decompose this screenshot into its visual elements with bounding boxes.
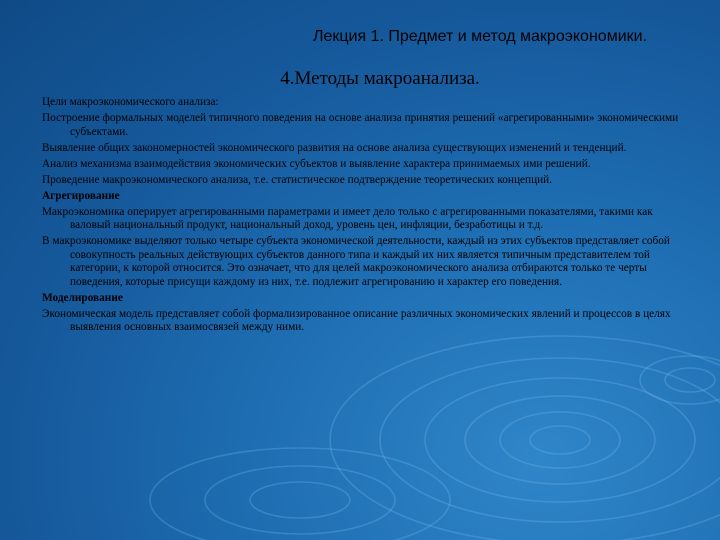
paragraph-goal-analysis: Проведение макроэкономического анализа, т.е. статистическое подтверждение теоретических концепций. [42,173,553,186]
paragraph-modeling: Экономическая модель представляет собой формализированное описание различных экономических явлений и процессов в целях выявления основных взаимосвязей между ними. [42,307,671,334]
lecture-title: Лекция 1. Предмет и метод макроэкономики. [312,28,648,45]
paragraph-goal-patterns: Выявление общих закономерностей экономического развития на основе анализа существующих изменений и тенденций. [42,141,627,154]
paragraph-aggregation-2: В макроэкономике выделяют только четыре субъекта экономической деятельности, каждый из этих субъектов представляет собой совокупность реальных действующих субъектов данного типа и каждый их них является типичным представителем той категории, к которой относится. Это означает, что для целей макроэкономического анализа отбираются только те черты поведения, которые присущи каждому из них, т.е. подлежит агрегированию и характер его поведения. [42,235,670,288]
heading-modeling: Моделирование [42,291,123,304]
paragraph-goals-heading: Цели макроэкономического анализа: [42,96,219,108]
paragraph-goal-mechanism: Анализ механизма взаимодействия экономических субъектов и выявление характера принимаемых ими решений. [42,157,591,170]
section-title: 4.Методы макроанализа. [280,68,480,89]
paragraph-aggregation-1: Макроэкономика оперирует агрегированными параметрами и имеет дело только с агрегированными показателями, такими как валовый национальный продукт, национальный доход, уровень цен, инфляции, безработицы и т.д. [42,205,653,232]
content-body [42,96,692,337]
paragraph-goal-models: Построение формальных моделей типичного поведения на основе анализа принятия решений «агрегированными» экономическими субъектами. [42,111,679,138]
heading-aggregation: Агрегирование [42,189,120,202]
